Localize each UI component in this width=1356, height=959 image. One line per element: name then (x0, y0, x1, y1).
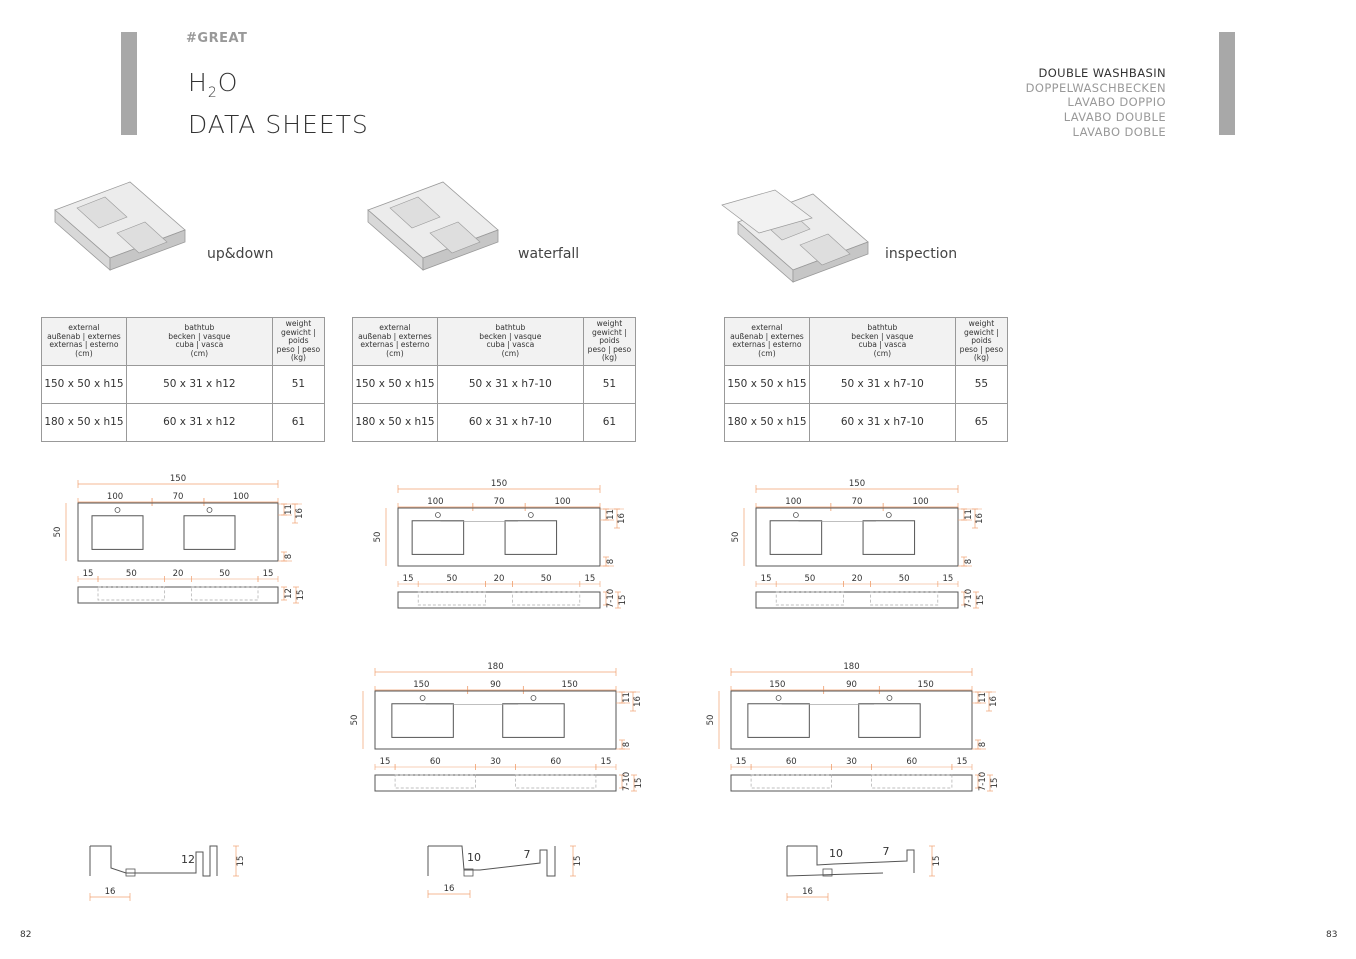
dim-segment: 100 (232, 492, 250, 502)
elevation-outline (731, 775, 972, 791)
dim-segment: 20 (851, 574, 863, 584)
cell-bathtub: 60 x 31 x h7-10 (437, 403, 583, 441)
section-profile (90, 846, 217, 876)
plan-outline (756, 508, 958, 566)
cell-bathtub: 50 x 31 x h7-10 (809, 365, 955, 403)
dim-16: 16 (617, 513, 627, 524)
elevation-outline (375, 775, 616, 791)
tap-hole (886, 513, 891, 518)
dim-segment: 15 (402, 574, 414, 584)
tap-hole (887, 696, 892, 701)
dim-segment: 50 (219, 569, 231, 579)
dim-segment: 15 (379, 757, 391, 767)
variant-label-updown: up&down (207, 246, 274, 262)
render-updown (55, 182, 185, 270)
basin-hidden-line (516, 775, 596, 788)
basin-hidden-line (870, 592, 937, 605)
dim-depth: 50 (350, 714, 360, 726)
basin-outline (505, 521, 557, 555)
dim-8: 8 (978, 741, 988, 748)
cell-weight: 61 (272, 403, 324, 441)
title-subscript: 2 (207, 85, 218, 101)
basin-hidden-line (751, 775, 831, 788)
dim-8: 8 (622, 741, 632, 748)
dim-segment: 60 (550, 757, 562, 767)
basin-hidden-line (872, 775, 952, 788)
dim-segment: 60 (429, 757, 441, 767)
header-weight: weight gewicht | poids peso | peso (kg) (583, 318, 635, 366)
dim-basin-height: 7-10 (622, 771, 632, 792)
dim-segment: 30 (846, 757, 857, 767)
dim-segment: 50 (125, 569, 137, 579)
dim-segment: 90 (490, 680, 501, 690)
tap-hole (207, 508, 212, 513)
cell-bathtub: 60 x 31 x h12 (126, 403, 272, 441)
cell-bathtub: 50 x 31 x h7-10 (437, 365, 583, 403)
collection-tag: #GREAT (186, 31, 248, 46)
dim-segment: 15 (82, 569, 94, 579)
dim-total-width: 180 (487, 662, 504, 672)
dim-16: 16 (295, 508, 305, 519)
tap-hole (531, 696, 536, 701)
dim-segment: 100 (785, 497, 802, 507)
page-number-left: 82 (20, 930, 32, 940)
basin-outline (503, 704, 564, 738)
basin-hidden-line (395, 775, 475, 788)
dim-height: 15 (976, 594, 986, 606)
dim-profile-width: 16 (104, 887, 116, 897)
header-weight: weight gewicht | poids peso | peso (kg) (272, 318, 324, 366)
header-external: external außenab | externes externas | esterno (cm) (725, 318, 810, 366)
dim-segment: 150 (769, 680, 786, 690)
dim-basin-height: 12 (284, 588, 294, 599)
lang-italian: LAVABO DOPPIO (1067, 95, 1166, 110)
plan-outline (398, 508, 600, 566)
section-profile (428, 846, 555, 876)
lang-spanish: LAVABO DOBLE (1072, 124, 1166, 139)
plan-outline (375, 691, 616, 749)
dim-segment: 150 (917, 680, 934, 690)
tap-hole (528, 513, 533, 518)
dim-profile-height: 15 (236, 855, 246, 867)
dim-basin-height: 7-10 (964, 588, 974, 609)
tap-hole (776, 696, 781, 701)
elevation-outline (398, 592, 600, 608)
dim-total-width: 150 (848, 479, 866, 489)
basin-hidden-line (418, 592, 485, 605)
dim-segment: 15 (760, 574, 772, 584)
dim-11: 11 (964, 509, 974, 520)
lang-german: DOPPELWASCHBECKEN (1025, 80, 1166, 95)
basin-outline (412, 521, 464, 555)
cell-external: 150 x 50 x h15 (42, 365, 127, 403)
dim-segment: 60 (785, 757, 797, 767)
dim-8: 8 (964, 558, 974, 565)
dim-total-width: 180 (843, 662, 860, 672)
dim-segment: 150 (413, 680, 430, 690)
dim-segment: 15 (735, 757, 747, 767)
dim-total-width: 150 (169, 474, 187, 484)
dim-basin-height: 7-10 (978, 771, 988, 792)
header-bathtub: bathtub becken | vasque cuba | vasca (cm) (126, 318, 272, 366)
dim-profile-7: 7 (523, 848, 531, 861)
header-external: external außenab | externes externas | esterno (cm) (42, 318, 127, 366)
dim-basin-height: 7-10 (606, 588, 616, 609)
dim-segment: 15 (956, 757, 968, 767)
dim-segment: 100 (427, 497, 444, 507)
header-external: external außenab | externes externas | esterno (cm) (353, 318, 438, 366)
basin-outline (859, 704, 920, 738)
dim-height: 15 (990, 777, 1000, 789)
basin-outline (748, 704, 809, 738)
basin-outline (770, 521, 822, 555)
dim-profile-width: 16 (802, 887, 813, 897)
dim-segment: 50 (898, 574, 910, 584)
dim-segment: 20 (172, 569, 184, 579)
basin-outline (184, 516, 235, 550)
dim-segment: 50 (804, 574, 816, 584)
dim-profile-7: 7 (882, 845, 890, 858)
basin-hidden-line (776, 592, 843, 605)
dim-11: 11 (606, 509, 616, 520)
basin-hidden-line (191, 587, 258, 600)
dim-segment: 70 (493, 497, 505, 507)
dim-profile-height: 15 (932, 855, 942, 867)
dim-segment: 150 (561, 680, 578, 690)
dim-segment: 15 (584, 574, 596, 584)
render-waterfall (368, 182, 498, 270)
dim-profile-width: 16 (443, 884, 455, 894)
dim-segment: 70 (172, 492, 184, 502)
dim-segment: 20 (493, 574, 505, 584)
dim-height: 15 (296, 589, 306, 601)
dim-depth: 50 (706, 714, 716, 726)
title-o: O (217, 68, 239, 97)
dim-profile-10: 10 (467, 851, 481, 864)
tap-hole (435, 513, 440, 518)
dim-11: 11 (622, 692, 632, 703)
page-number-right: 83 (1326, 930, 1338, 940)
cell-external: 180 x 50 x h15 (725, 403, 810, 441)
dim-16: 16 (975, 513, 985, 524)
dim-segment: 15 (942, 574, 954, 584)
elevation-outline (78, 587, 278, 603)
dim-height: 15 (618, 594, 628, 606)
header-bathtub: bathtub becken | vasque cuba | vasca (cm) (437, 318, 583, 366)
dim-segment: 100 (912, 497, 929, 507)
title-h: H (188, 68, 208, 97)
tap-hole (420, 696, 425, 701)
cell-external: 150 x 50 x h15 (353, 365, 438, 403)
dim-segment: 90 (846, 680, 857, 690)
tap-hole (793, 513, 798, 518)
dim-segment: 50 (540, 574, 552, 584)
variant-label-inspection: inspection (885, 246, 958, 262)
lang-french: LAVABO DOUBLE (1063, 110, 1166, 125)
page-title: DATA SHEETS (188, 110, 369, 139)
dim-segment: 50 (446, 574, 458, 584)
dim-16: 16 (633, 696, 643, 707)
dim-depth: 50 (373, 531, 383, 543)
cell-weight: 55 (955, 365, 1007, 403)
dim-total-width: 150 (490, 479, 508, 489)
header-bathtub: bathtub becken | vasque cuba | vasca (cm) (809, 318, 955, 366)
cell-external: 180 x 50 x h15 (353, 403, 438, 441)
dim-11: 11 (978, 692, 988, 703)
variant-label-waterfall: waterfall (518, 246, 580, 262)
basin-outline (92, 516, 143, 550)
cell-bathtub: 60 x 31 x h7-10 (809, 403, 955, 441)
cell-external: 150 x 50 x h15 (725, 365, 810, 403)
section-profile (787, 846, 914, 873)
dim-11: 11 (284, 504, 294, 515)
dim-16: 16 (989, 696, 999, 707)
dim-segment: 100 (554, 497, 571, 507)
dim-segment: 15 (600, 757, 612, 767)
cell-weight: 65 (955, 403, 1007, 441)
dim-depth: 50 (731, 531, 741, 543)
header-weight: weight gewicht | poids peso | peso (kg) (955, 318, 1007, 366)
cell-bathtub: 50 x 31 x h12 (126, 365, 272, 403)
cell-external: 180 x 50 x h15 (42, 403, 127, 441)
dim-segment: 30 (490, 757, 501, 767)
dim-8: 8 (284, 553, 294, 560)
dim-profile-height: 15 (573, 855, 583, 867)
dim-depth: 50 (53, 526, 63, 538)
plan-outline (731, 691, 972, 749)
basin-outline (392, 704, 453, 738)
dim-8: 8 (606, 558, 616, 565)
cell-weight: 61 (583, 403, 635, 441)
lang-english: DOUBLE WASHBASIN (1038, 66, 1166, 80)
cell-weight: 51 (583, 365, 635, 403)
dim-segment: 60 (906, 757, 918, 767)
dim-segment: 15 (262, 569, 274, 579)
basin-hidden-line (98, 587, 165, 600)
tap-hole (115, 508, 120, 513)
dim-height: 15 (634, 777, 644, 789)
plan-outline (78, 503, 278, 561)
dim-segment: 70 (851, 497, 863, 507)
basin-hidden-line (512, 592, 579, 605)
dim-profile-10: 10 (829, 847, 843, 860)
elevation-outline (756, 592, 958, 608)
basin-outline (863, 521, 915, 555)
cell-weight: 51 (272, 365, 324, 403)
dim-segment: 100 (106, 492, 124, 502)
dim-profile-depth: 12 (181, 853, 195, 866)
